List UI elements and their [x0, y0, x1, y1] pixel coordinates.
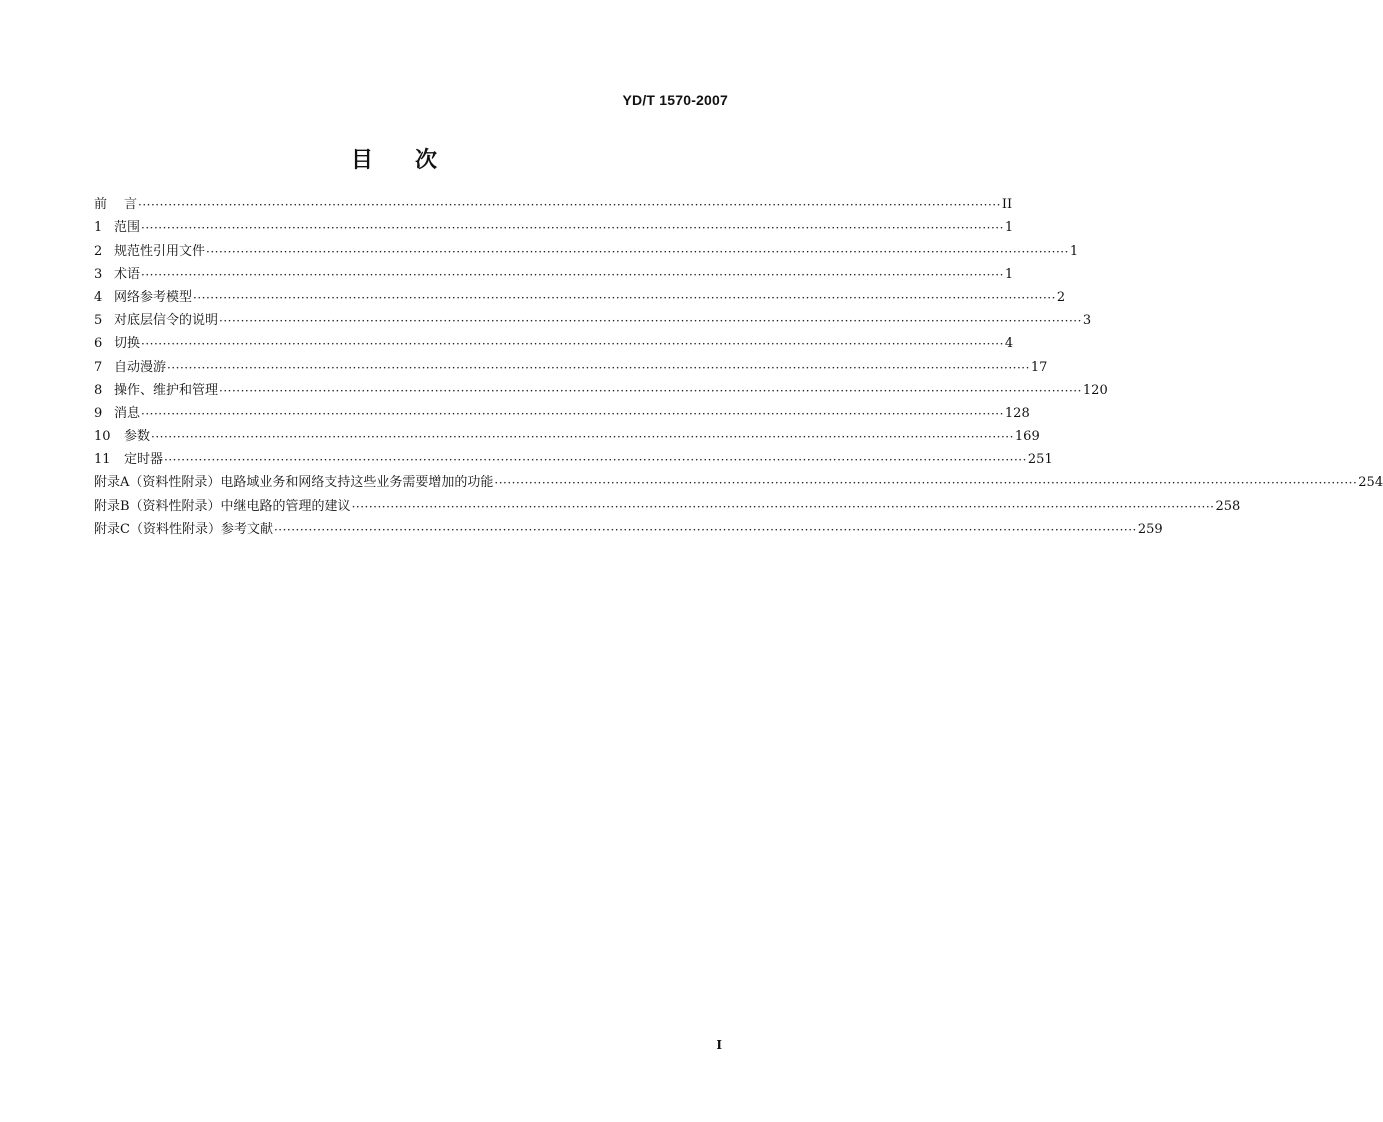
toc-entry-page: 120: [1082, 382, 1108, 398]
toc-entry-page: 1: [1069, 243, 1079, 259]
toc-entry-page: 258: [1215, 498, 1241, 514]
toc-entry-number: 7: [94, 359, 103, 375]
toc-leader-dots: ········································································································································································································: [164, 453, 1027, 468]
toc-leader-dots: ········································································································································································································: [151, 430, 1014, 445]
toc-entry-page: 169: [1014, 429, 1040, 445]
toc-entry-page: 2: [1056, 289, 1066, 305]
toc-entry-3[interactable]: [94, 260, 1014, 283]
toc-leader-dots: ········································································································································································································: [141, 406, 1004, 421]
toc-leader-dots: ········································································································································································································: [167, 360, 1030, 375]
toc-entry-11[interactable]: [94, 445, 1053, 468]
table-of-contents: [94, 190, 1383, 538]
toc-entry-10[interactable]: [94, 422, 1040, 445]
toc-entry-title: 规范性引用文件: [114, 243, 206, 259]
toc-entry-1[interactable]: [94, 213, 1014, 236]
toc-leader-dots: ········································································································································································································: [351, 499, 1215, 514]
toc-leader-dots: ········································································································································································································: [141, 267, 1004, 282]
toc-entry-number: 6: [94, 336, 103, 352]
toc-entry-number: 10: [94, 429, 111, 445]
page-number: I: [716, 1038, 722, 1052]
toc-entry-appendix-a[interactable]: [94, 468, 1383, 491]
toc-entry-title: 操作、维护和管理: [114, 382, 219, 398]
toc-entry-page: 259: [1137, 521, 1163, 537]
toc-entry-title: 切换: [114, 336, 141, 352]
toc-entry-page: 1: [1004, 266, 1014, 282]
toc-leader-dots: ········································································································································································································: [494, 476, 1358, 491]
toc-entry-title: 言: [124, 197, 138, 213]
toc-entry-7[interactable]: [94, 352, 1048, 375]
toc-leader-dots: ········································································································································································································: [219, 383, 1082, 398]
toc-entry-title: 术语: [114, 266, 141, 282]
toc-entry-page: II: [1001, 197, 1013, 213]
toc-entry-6[interactable]: [94, 329, 1014, 352]
toc-entry-title: 范围: [114, 220, 141, 236]
toc-entry-title: 对底层信令的说明: [114, 313, 219, 329]
toc-entry-title: 参数: [124, 429, 151, 445]
toc-entry-number: 2: [94, 243, 103, 259]
toc-entry-title: 网络参考模型: [114, 289, 193, 305]
toc-entry-page: 128: [1004, 405, 1030, 421]
toc-entry-number: 4: [94, 289, 103, 305]
toc-leader-dots: ········································································································································································································: [141, 221, 1004, 236]
toc-entry-page: 4: [1004, 336, 1014, 352]
toc-entry-page: 251: [1027, 452, 1053, 468]
toc-title-part1: 目: [350, 148, 373, 173]
toc-entry-title: 附录B（资料性附录）中继电路的管理的建议: [94, 498, 351, 514]
toc-entry-title: 定时器: [124, 452, 164, 468]
toc-entry-foreword[interactable]: [94, 190, 1013, 213]
toc-entry-5[interactable]: [94, 306, 1092, 329]
toc-entry-9[interactable]: [94, 399, 1030, 422]
toc-entry-title: 附录C（资料性附录）参考文献: [94, 521, 273, 537]
toc-entry-number: 9: [94, 405, 103, 421]
toc-entry-page: 17: [1030, 359, 1048, 375]
toc-leader-dots: ········································································································································································································: [138, 198, 1001, 213]
toc-entry-8[interactable]: [94, 376, 1108, 399]
toc-title: [0, 143, 788, 174]
toc-leader-dots: ········································································································································································································: [193, 290, 1056, 305]
toc-leader-dots: ········································································································································································································: [141, 337, 1004, 352]
toc-entry-appendix-b[interactable]: [94, 491, 1241, 514]
toc-entry-number: 1: [94, 220, 103, 236]
toc-entry-number: 11: [94, 452, 111, 468]
toc-entry-number: 前: [94, 197, 108, 213]
toc-entry-2[interactable]: [94, 236, 1079, 259]
toc-entry-number: 8: [94, 382, 103, 398]
toc-entry-title: 消息: [114, 405, 141, 421]
toc-entry-title: 自动漫游: [114, 359, 167, 375]
toc-entry-appendix-c[interactable]: [94, 515, 1163, 538]
toc-entry-page: 1: [1004, 220, 1014, 236]
toc-entry-number: 3: [94, 266, 103, 282]
toc-title-part2: 次: [415, 148, 438, 173]
toc-entry-page: 254: [1358, 475, 1383, 491]
toc-entry-page: 3: [1082, 313, 1092, 329]
toc-entry-number: 5: [94, 313, 103, 329]
document-code: YD/T 1570-2007: [622, 92, 728, 108]
toc-leader-dots: ········································································································································································································: [219, 314, 1082, 329]
toc-entry-title: 附录A（资料性附录）电路域业务和网络支持这些业务需要增加的功能: [94, 475, 494, 491]
toc-leader-dots: ········································································································································································································: [206, 244, 1069, 259]
toc-leader-dots: ········································································································································································································: [273, 522, 1137, 537]
toc-entry-4[interactable]: [94, 283, 1066, 306]
